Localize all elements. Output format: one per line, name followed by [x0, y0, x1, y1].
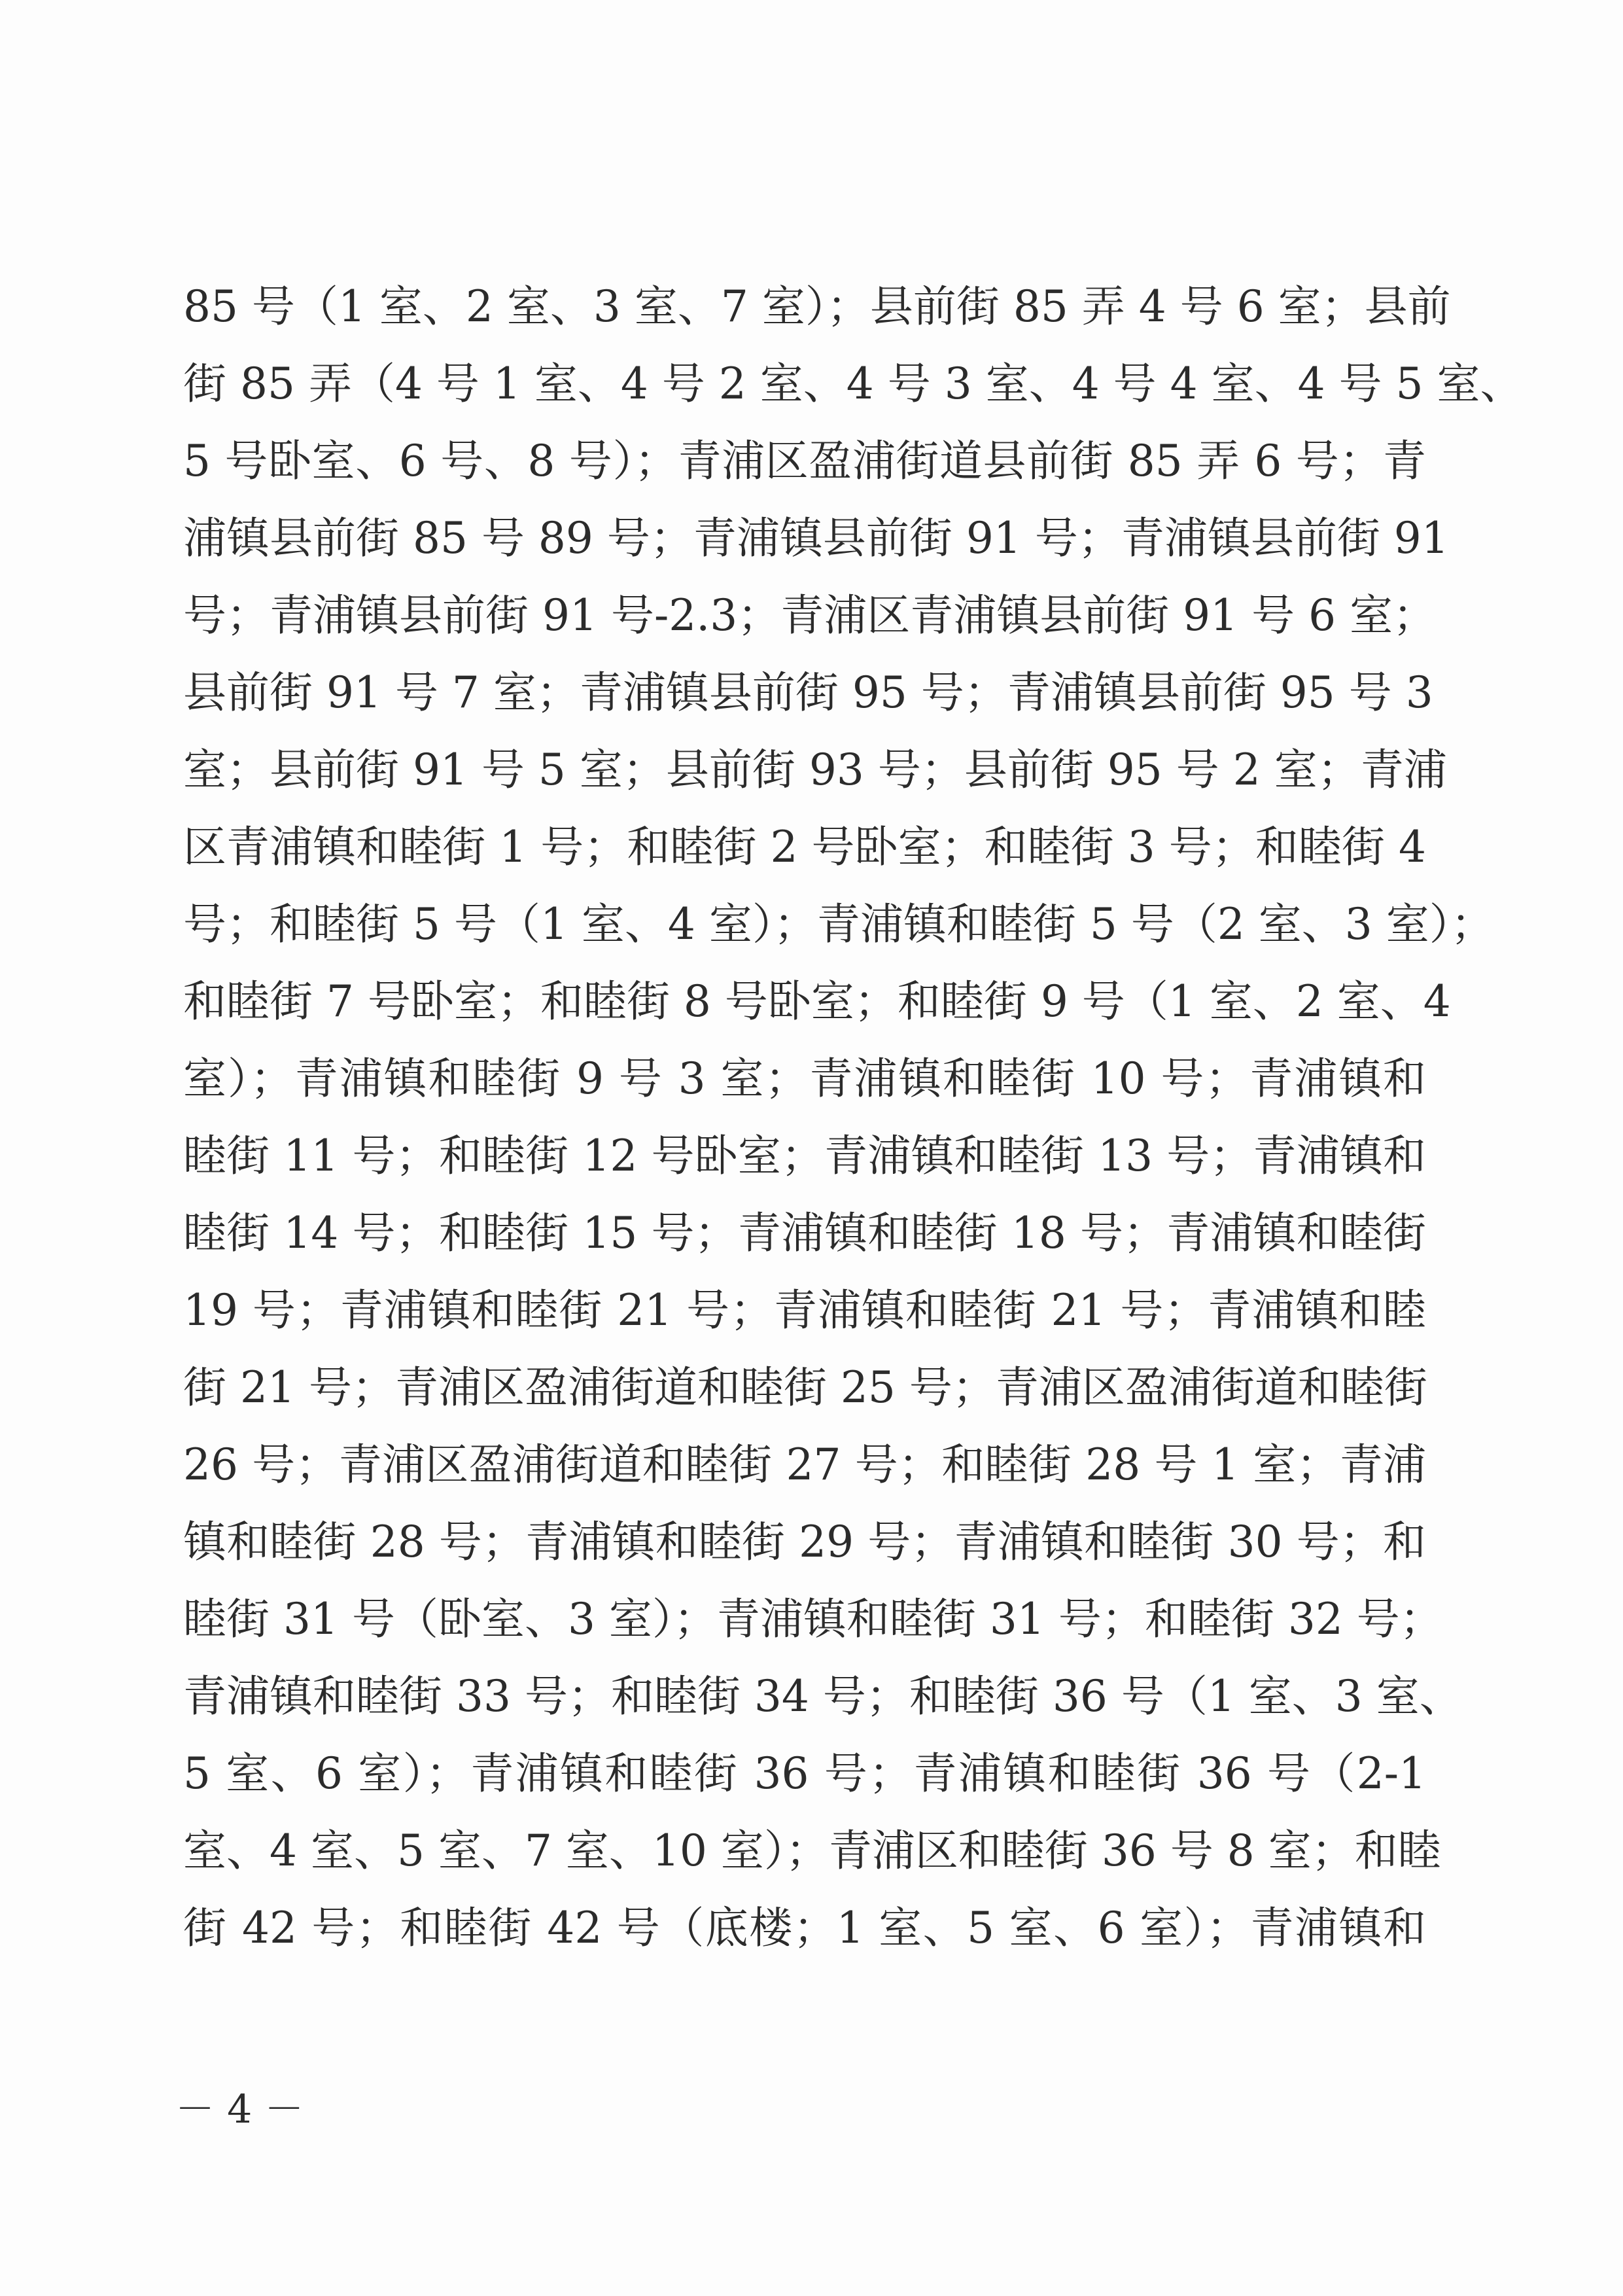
text-line: 85 号（1 室、2 室、3 室、7 室）；县前街 85 弄 4 号 6 室；县前 — [183, 281, 1451, 332]
text-line: 街 85 弄（4 号 1 室、4 号 2 室、4 号 3 室、4 号 4 室、4 号 5 室、 — [183, 359, 1524, 409]
text-line: 睦街 14 号；和睦街 15 号；青浦镇和睦街 18 号；青浦镇和睦街 — [183, 1208, 1426, 1258]
text-line: 睦街 31 号（卧室、3 室）；青浦镇和睦街 31 号；和睦街 32 号； — [183, 1594, 1443, 1644]
text-line: 号；青浦镇县前街 91 号-2.3；青浦区青浦镇县前街 91 号 6 室； — [183, 590, 1437, 641]
text-line: 浦镇县前街 85 号 89 号；青浦镇县前街 91 号；青浦镇县前街 91 — [183, 513, 1449, 563]
text-line: 室、4 室、5 室、7 室、10 室）；青浦区和睦街 36 号 8 室；和睦 — [183, 1826, 1441, 1876]
body-text — [183, 268, 1524, 1967]
text-line: 和睦街 7 号卧室；和睦街 8 号卧室；和睦街 9 号（1 室、2 室、4 — [183, 976, 1451, 1027]
text-line: 区青浦镇和睦街 1 号；和睦街 2 号卧室；和睦街 3 号；和睦街 4 — [183, 822, 1426, 872]
text-line: 5 室、6 室）；青浦镇和睦街 36 号；青浦镇和睦街 36 号（2-1 — [183, 1748, 1426, 1799]
text-line: 县前街 91 号 7 室；青浦镇县前街 95 号；青浦镇县前街 95 号 3 — [183, 667, 1433, 718]
text-line: 19 号；青浦镇和睦街 21 号；青浦镇和睦街 21 号；青浦镇和睦 — [183, 1285, 1426, 1335]
text-line: 5 号卧室、6 号、8 号）；青浦区盈浦街道县前街 85 弄 6 号；青 — [183, 436, 1426, 486]
text-line: 号；和睦街 5 号（1 室、4 室）；青浦镇和睦街 5 号（2 室、3 室）； — [183, 899, 1494, 949]
text-line: 青浦镇和睦街 33 号；和睦街 34 号；和睦街 36 号（1 室、3 室、 — [183, 1671, 1463, 1722]
text-line: 睦街 11 号；和睦街 12 号卧室；青浦镇和睦街 13 号；青浦镇和 — [183, 1131, 1426, 1181]
text-line: 室；县前街 91 号 5 室；县前街 93 号；县前街 95 号 2 室；青浦 — [183, 745, 1447, 795]
text-line: 26 号；青浦区盈浦街道和睦街 27 号；和睦街 28 号 1 室；青浦 — [183, 1439, 1426, 1490]
text-line: 街 21 号；青浦区盈浦街道和睦街 25 号；青浦区盈浦街道和睦街 — [183, 1362, 1427, 1413]
text-line: 街 42 号；和睦街 42 号（底楼；1 室、5 室、6 室）；青浦镇和 — [183, 1903, 1426, 1953]
page-number: － 4 － — [175, 2087, 304, 2132]
text-line: 镇和睦街 28 号；青浦镇和睦街 29 号；青浦镇和睦街 30 号；和 — [183, 1517, 1426, 1567]
text-line: 室）；青浦镇和睦街 9 号 3 室；青浦镇和睦街 10 号；青浦镇和 — [183, 1053, 1426, 1104]
